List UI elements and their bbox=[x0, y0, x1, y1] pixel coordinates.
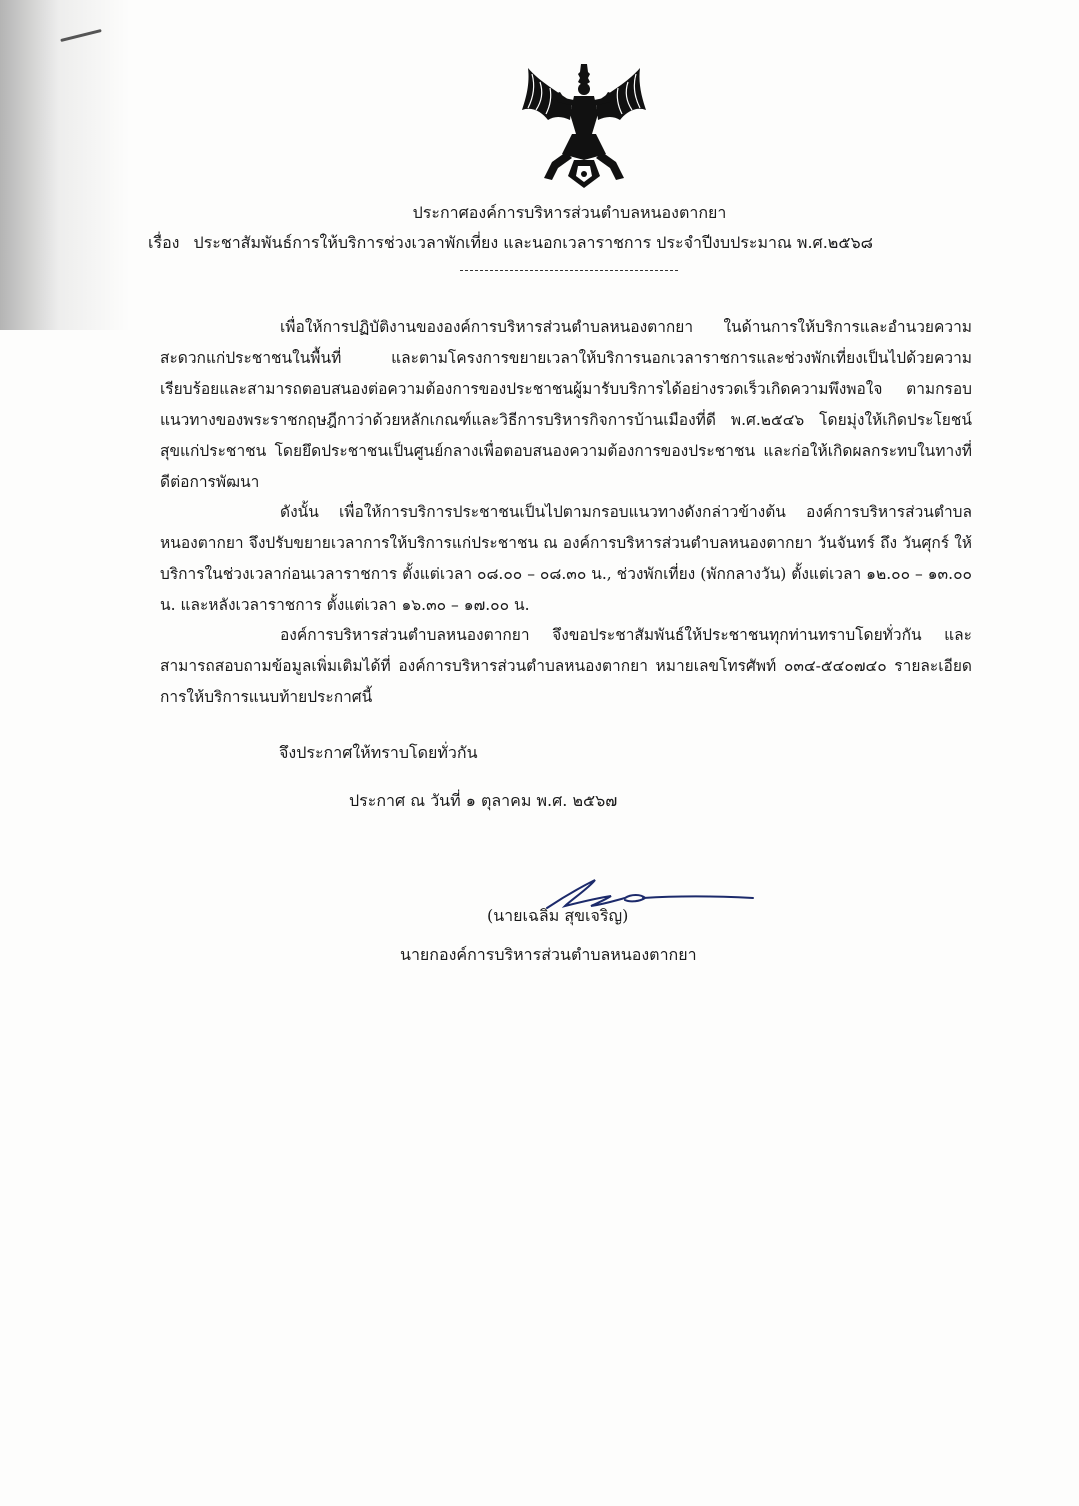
closing-statement: จึงประกาศให้ทราบโดยทั่วกัน bbox=[279, 743, 478, 762]
announcement-date: ประกาศ ณ วันที่ ๑ ตุลาคม พ.ศ. ๒๕๖๗ bbox=[349, 791, 618, 810]
signer-title: นายกองค์การบริหารส่วนตำบลหนองตากยา bbox=[400, 945, 697, 964]
dashed-divider bbox=[460, 270, 678, 271]
announcer-heading: ประกาศองค์การบริหารส่วนตำบลหนองตากยา bbox=[412, 203, 727, 222]
subject-label: เรื่อง bbox=[148, 233, 180, 252]
paragraph-purpose: เพื่อให้การปฏิบัติงานขององค์การบริหารส่วนตำบลหนองตากยา ในด้านการให้บริการและอำนวยความสะดวกแก่ประชาชนในพื้นที่ และตามโครงการขยายเวลาให้บริการนอกเวลาราชการและช่วงพักเที่ยงเป็นไปด้วยความเรียบร้อยและสามารถตอบสนองต่อความต้องการของประชาชนผู้มารับบริการได้อย่างรวดเร็วเกิดความพึงพอใจ ตามกรอบแนวทางของพระราชกฤษฎีกาว่าด้วยหลักเกณฑ์และวิธีการบริหารกิจการบ้านเมืองที่ดี พ.ศ.๒๕๔๖ โดยมุ่งให้เกิดประโยชน์สุขแก่ประชาชน โดยยึดประชาชนเป็นศูนย์กลางเพื่อตอบสนองความต้องการของประชาชน และก่อให้เกิดผลกระทบในทางที่ดีต่อการพัฒนา bbox=[160, 318, 972, 491]
paragraph-contact: องค์การบริหารส่วนตำบลหนองตากยา จึงขอประชาสัมพันธ์ให้ประชาชนทุกท่านทราบโดยทั่วกัน และสามารถสอบถามข้อมูลเพิ่มเติมได้ที่ องค์การบริหารส่วนตำบลหนองตากยา หมายเลขโทรศัพท์ ๐๓๔-๕๔๐๗๔๐ รายละเอียดการให้บริการแนบท้ายประกาศนี้ bbox=[160, 626, 972, 706]
signer-name: (นายเฉลิม สุขเจริญ) bbox=[487, 906, 629, 925]
subject-line bbox=[148, 232, 968, 254]
garuda-emblem bbox=[518, 62, 650, 190]
subject-text: ประชาสัมพันธ์การให้บริการช่วงเวลาพักเที่ยง และนอกเวลาราชการ ประจำปีงบประมาณ พ.ศ.๒๕๖๘ bbox=[193, 233, 873, 252]
scan-shadow bbox=[0, 0, 130, 330]
paragraph-service-hours: ดังนั้น เพื่อให้การบริการประชาชนเป็นไปตามกรอบแนวทางดังกล่าวข้างต้น องค์การบริหารส่วนตำบลหนองตากยา จึงปรับขยายเวลาการให้บริการแก่ประชาชน ณ องค์การบริหารส่วนตำบลหนองตากยา วันจันทร์ ถึง วันศุกร์ ให้บริการในช่วงเวลาก่อนเวลาราชการ ตั้งแต่เวลา ๐๘.๐๐ – ๐๘.๓๐ น., ช่วงพักเที่ยง (พักกลางวัน) ตั้งแต่เวลา ๑๒.๐๐ – ๑๓.๐๐ น. และหลังเวลาราชการ ตั้งแต่เวลา ๑๖.๓๐ – ๑๗.๐๐ น. bbox=[160, 503, 972, 614]
scan-mark bbox=[60, 29, 101, 42]
